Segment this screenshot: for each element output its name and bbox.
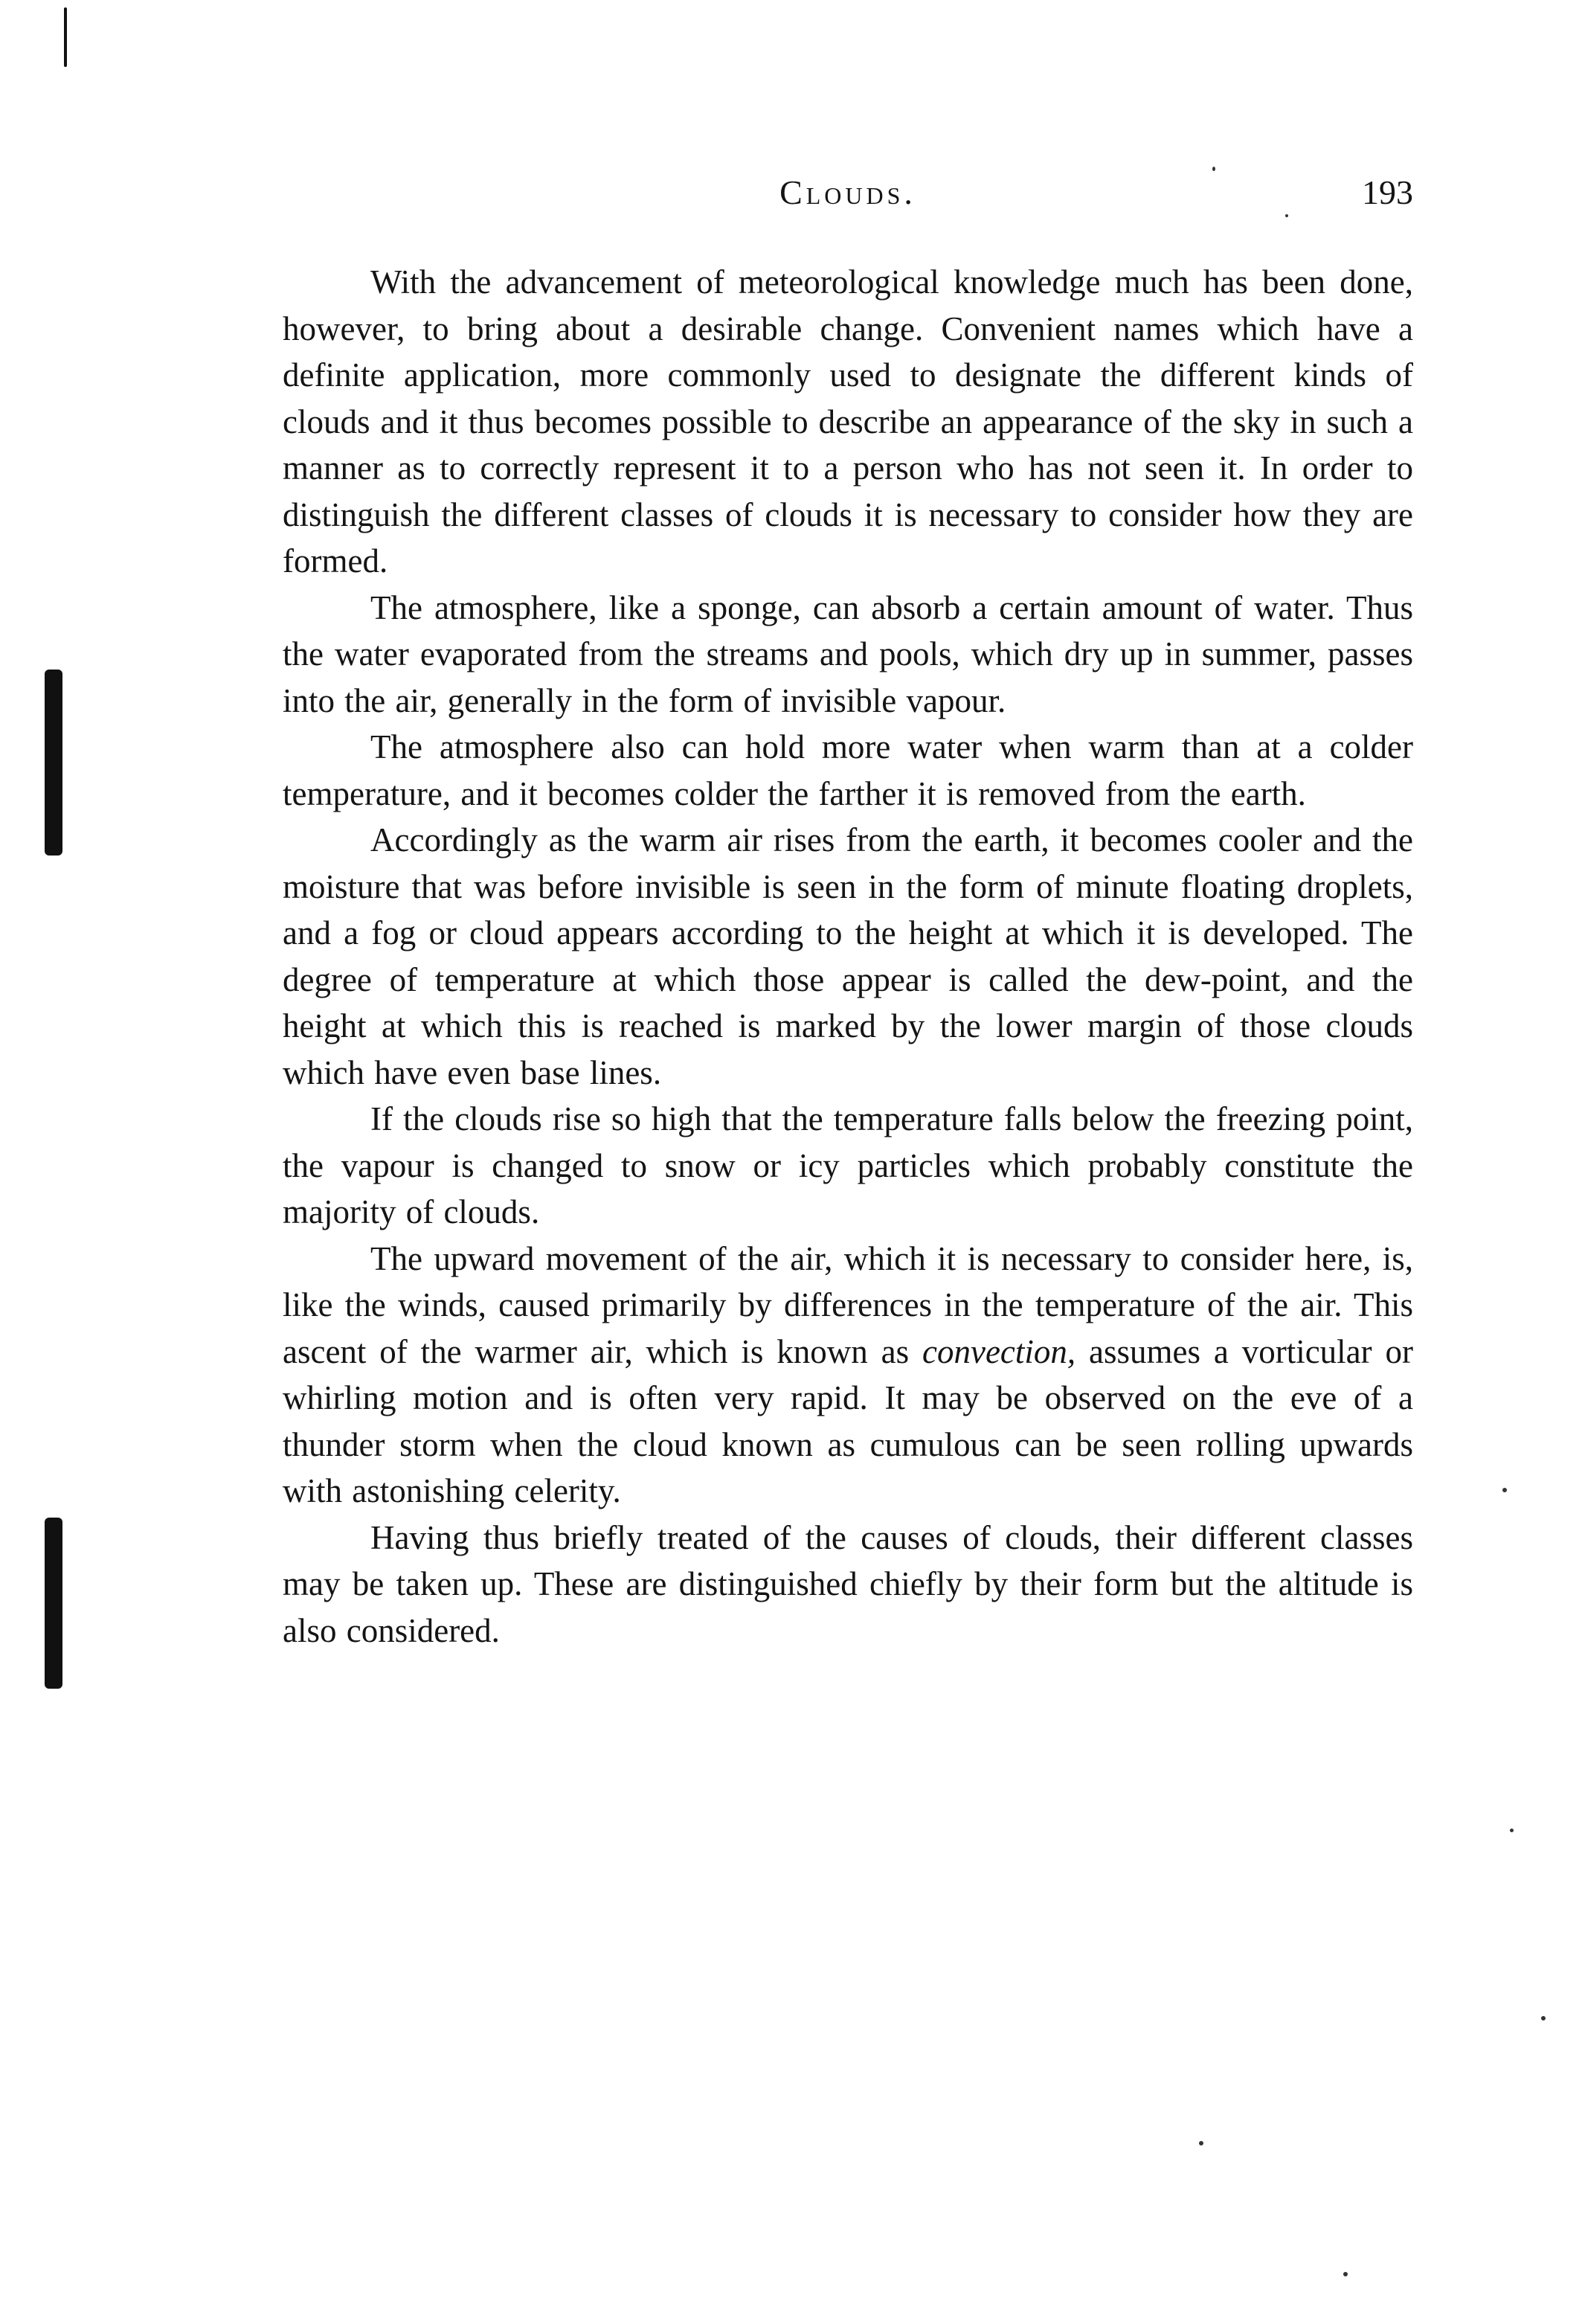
- paragraph-2: The atmosphere, like a sponge, can absorb a certain amount of water. Thus the water evaporated from the streams and pools, which dry up in summer, passes into the air, generally in the form of invisible vapour.: [283, 588, 1413, 719]
- paragraph-4: Accordingly as the warm air rises from the earth, it becomes cooler and the moisture that was before invisible is seen in the form of minute floating droplets, and a fog or cloud appears according to the height at which it is developed. The degree of temperature at which those appear is called the dew-point, and the height at which this is reached is marked by the lower margin of those clouds which have even base lines.: [283, 821, 1413, 1091]
- body-text: [283, 259, 1413, 1654]
- binding-mark-lower: [45, 1518, 62, 1689]
- speck: [1199, 2141, 1203, 2145]
- speck: [1541, 2016, 1546, 2020]
- paragraph-7: Having thus briefly treated of the causes of clouds, their different classes may be taken up. These are distinguished chiefly by their form but the altitude is also considered.: [283, 1518, 1413, 1649]
- paragraph-6-text-before: The upward movement of the air, which it is necessary to consider here, is, like the winds, caused primarily by differences in the temperature of the air. This ascent of the warmer air, which is known as: [283, 1239, 1413, 1370]
- speck: [1212, 167, 1215, 171]
- paragraph-1: With the advancement of meteorological knowledge much has been done, however, to bring about a desirable change. Convenient names which have a definite application, more commonly used to designate the different kinds of clouds and it thus becomes possible to describe an appearance of the sky in such a manner as to correctly represent it to a person who has not seen it. In order to distinguish the different classes of clouds it is necessary to consider how they are formed.: [283, 263, 1413, 580]
- binding-mark-top: [64, 7, 67, 67]
- speck: [1343, 2272, 1348, 2276]
- paragraph-6: [283, 1236, 1413, 1515]
- binding-mark-upper: [45, 670, 62, 856]
- paragraph-6-text-after: assumes a vorticular or whirling motion and is often very rapid. It may be observed on the eve of a thunder storm when the cloud known as cumulous can be seen rolling upwards with astonishing celerity.: [283, 1332, 1413, 1509]
- speck: [1502, 1488, 1507, 1492]
- running-title: Clouds.: [779, 173, 916, 211]
- page-number: 193: [1362, 173, 1413, 211]
- paragraph-5: If the clouds rise so high that the temperature falls below the freezing point, the vapour is changed to snow or icy particles which probably constitute the majority of clouds.: [283, 1100, 1413, 1230]
- paragraph-3: The atmosphere also can hold more water when warm than at a colder temperature, and it becomes colder the farther it is removed from the earth.: [283, 728, 1413, 812]
- speck: [1510, 1829, 1514, 1832]
- running-head: [283, 173, 1413, 225]
- paragraph-6-emphasis: convection,: [922, 1332, 1076, 1370]
